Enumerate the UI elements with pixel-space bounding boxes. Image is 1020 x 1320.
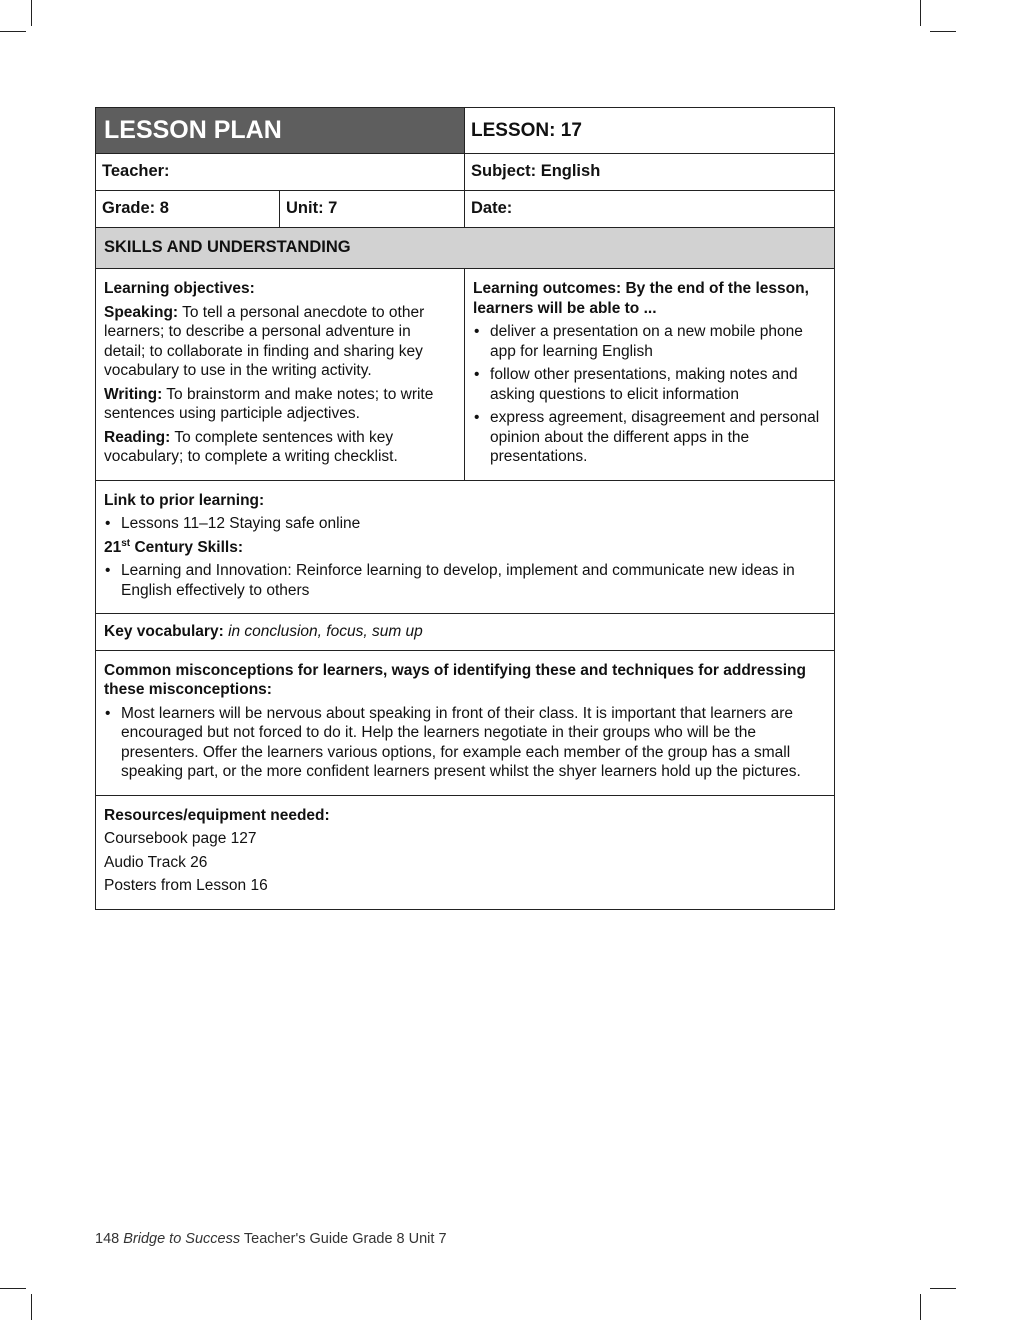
crop-mark — [930, 1288, 956, 1289]
crop-mark — [930, 31, 956, 32]
book-title: Bridge to Success — [123, 1231, 241, 1247]
crop-mark — [31, 1294, 32, 1320]
crop-mark — [31, 0, 32, 26]
list-item: • Lessons 11–12 Staying safe online — [104, 514, 826, 534]
lesson-number: LESSON: 17 — [465, 108, 835, 154]
misconceptions-cell — [96, 650, 835, 795]
outcomes-list — [473, 322, 826, 467]
objective-item: Reading: To complete sentences with key vocabulary; to complete a writing checklist. — [104, 428, 398, 465]
century-skills-heading: 21st Century Skills: — [104, 537, 243, 556]
objectives-heading: Learning objectives: — [104, 280, 255, 297]
resource-item: Coursebook page 127 — [104, 830, 257, 847]
misconceptions-heading: Common misconceptions for learners, ways of identifying these and techniques for addressing these misconceptions: — [104, 661, 806, 698]
objective-item: Writing: To brainstorm and make notes; to write sentences using participle adjectives. — [104, 385, 434, 422]
learning-objectives-cell — [96, 269, 465, 481]
prior-learning-heading: Link to prior learning: — [104, 491, 265, 509]
crop-mark — [920, 0, 921, 26]
key-vocabulary-cell — [96, 614, 835, 651]
unit-field: Unit: 7 — [280, 191, 465, 228]
teacher-field: Teacher: — [96, 154, 465, 191]
grade-field: Grade: 8 — [96, 191, 280, 228]
list-item: • Learning and Innovation: Reinforce learning to develop, implement and communicate new ideas in English effectively to others — [104, 561, 826, 600]
page-footer — [95, 1231, 447, 1247]
date-field: Date: — [465, 191, 835, 228]
prior-learning-cell — [96, 480, 835, 614]
list-item: • Most learners will be nervous about speaking in front of their class. It is important that learners are encouraged but not forced to do it. Help the learners negotiate in their groups who will be the presenters. Offer the learners various options, for example each member of the group has a small speaking part, or the more confident learners present whilst the shyer learners hold up the pictures. — [104, 704, 826, 782]
subject-field: Subject: English — [465, 154, 835, 191]
resource-item: Posters from Lesson 16 — [104, 877, 268, 894]
page-number: 148 — [95, 1231, 120, 1247]
century-skills-list — [104, 561, 826, 600]
resource-item: Audio Track 26 — [104, 853, 208, 871]
objective-item: Speaking: To tell a personal anecdote to other learners; to describe a personal adventure in detail; to collaborate in finding and sharing key vocabulary to use in the writing activity. — [104, 303, 425, 379]
lesson-plan-title: LESSON PLAN — [96, 108, 465, 154]
crop-mark — [0, 1288, 26, 1289]
key-vocabulary-words: in conclusion, focus, sum up — [228, 623, 423, 640]
list-item: • follow other presentations, making notes and asking questions to elicit information — [473, 365, 826, 404]
lesson-plan-table — [95, 107, 835, 910]
list-item: • deliver a presentation on a new mobile phone app for learning English — [473, 322, 826, 361]
learning-outcomes-cell — [465, 269, 835, 481]
key-vocabulary-label: Key vocabulary: — [104, 623, 224, 640]
footer-text: Teacher's Guide Grade 8 Unit 7 — [240, 1231, 447, 1247]
crop-mark — [0, 31, 26, 32]
resources-cell — [96, 795, 835, 909]
crop-mark — [920, 1294, 921, 1320]
outcomes-heading: Learning outcomes: By the end of the lesson, learners will be able to ... — [473, 280, 809, 317]
prior-learning-list — [104, 514, 826, 534]
misconceptions-list — [104, 704, 826, 782]
skills-heading: SKILLS AND UNDERSTANDING — [96, 228, 835, 269]
list-item: • express agreement, disagreement and personal opinion about the different apps in the presentations. — [473, 408, 826, 467]
resources-heading: Resources/equipment needed: — [104, 806, 330, 824]
